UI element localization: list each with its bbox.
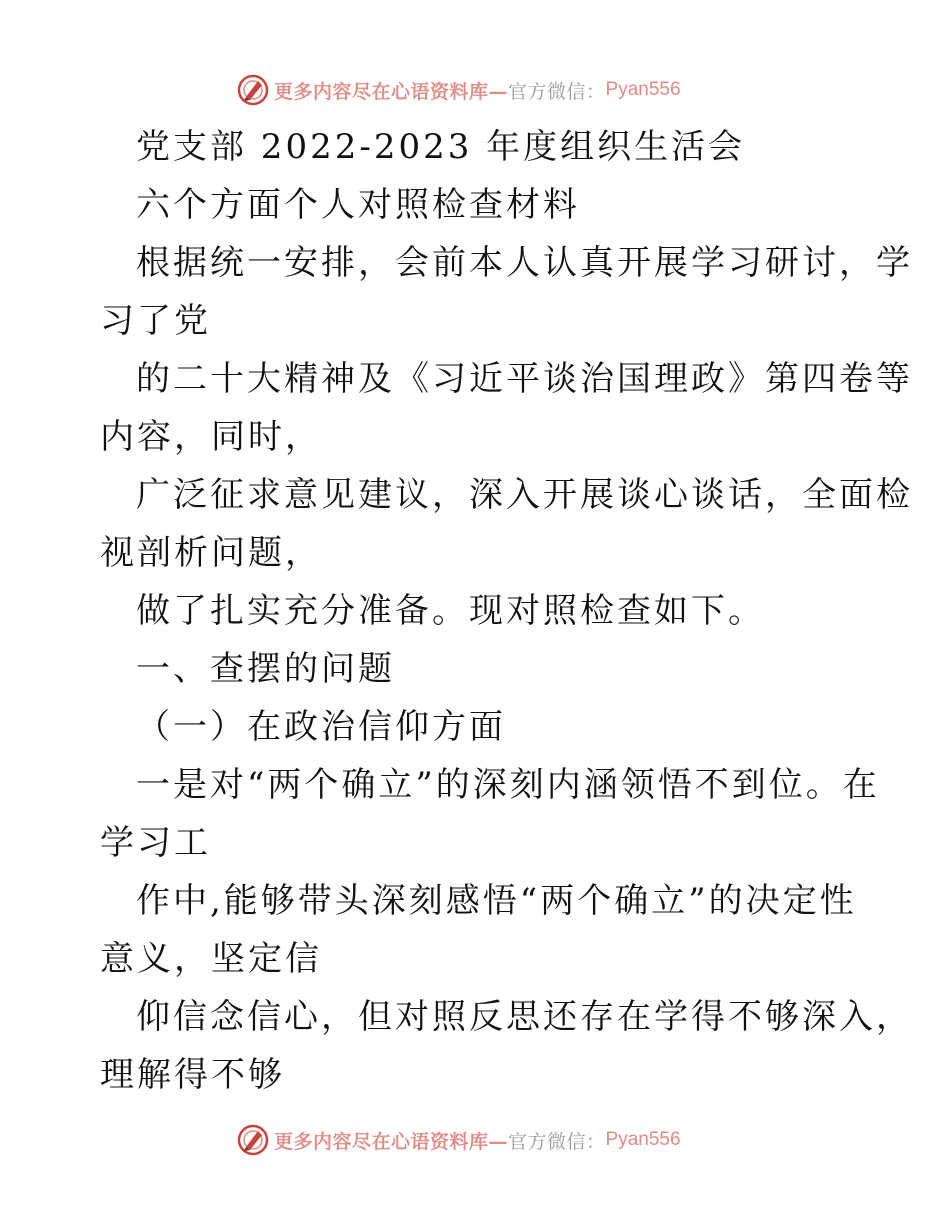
paragraph-line: 学习工 [100,823,211,863]
pen-nib-logo-icon [236,1123,270,1157]
paragraph-line: 根据统一安排，会前本人认真开展学习研讨，学 [136,243,913,283]
watermark-wechat-label: 官方微信： [508,1130,606,1153]
paragraph-line: 作中,能够带头深刻感悟“两个确立”的决定性 [136,881,857,921]
document-title-line2: 六个方面个人对照检查材料 [136,185,580,225]
document-title-line1: 党支部 2022-2023 年度组织生活会 [136,127,746,167]
watermark-wechat-label: 官方微信： [508,80,606,103]
paragraph-line: 做了扎实充分准备。现对照检查如下。 [136,591,765,631]
section-heading: 一、查摆的问题 [136,649,395,689]
subsection-heading: （一）在政治信仰方面 [136,707,506,747]
footer-watermark [236,1122,681,1158]
paragraph-line: 意义，坚定信 [100,939,322,979]
paragraph-line: 仰信念信心，但对照反思还存在学得不够深入， [136,997,913,1037]
paragraph-line: 广泛征求意见建议，深入开展谈心谈话，全面检 [136,475,913,515]
paragraph-line: 的二十大精神及《习近平谈治国理政》第四卷等 [136,359,913,399]
paragraph-line: 习了党 [100,301,211,341]
watermark-wechat-id: Pyan556 [605,79,681,100]
paragraph-line: 内容，同时， [100,417,322,457]
paragraph-line: 视剖析问题， [100,533,322,573]
watermark-wechat-id: Pyan556 [605,1129,681,1150]
paragraph-line: 理解得不够 [100,1055,285,1095]
watermark-text: 更多内容尽在心语资料库— [274,80,509,103]
paragraph-line: 一是对“两个确立”的深刻内涵领悟不到位。在 [136,765,880,805]
watermark-text: 更多内容尽在心语资料库— [274,1130,509,1153]
header-watermark [236,72,681,108]
pen-nib-logo-icon [236,73,270,107]
